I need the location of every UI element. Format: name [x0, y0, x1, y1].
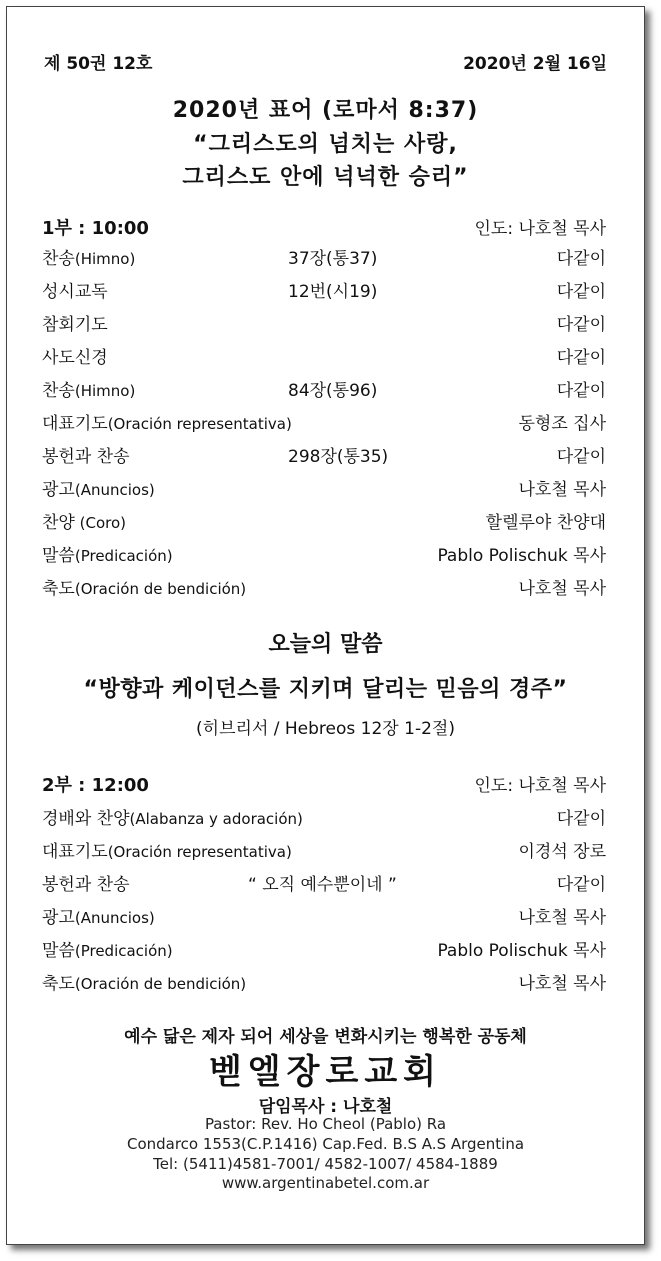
order-item-leader: 다같이 — [556, 875, 606, 895]
order-item-leader: 다같이 — [556, 249, 606, 269]
order-item-korean: 봉헌과 찬송 — [42, 875, 130, 895]
order-item-leader: 동형조 집사 — [518, 414, 606, 434]
order-item-label — [42, 936, 173, 961]
order-item-label — [42, 343, 108, 368]
order-item-korean: 찬송 — [42, 249, 75, 269]
order-item-korean: 광고 — [42, 908, 75, 928]
order-item-label — [42, 475, 155, 500]
order-item-spanish: (Oración representativa) — [107, 415, 292, 433]
service-2-time: 2부 : 12:00 — [42, 775, 149, 796]
bulletin-date: 2020년 2월 16일 — [463, 54, 607, 74]
motto-reference: 2020년 표어 (로마서 8:37) — [172, 98, 479, 123]
order-item-label — [42, 574, 246, 599]
order-item-korean: 광고 — [42, 480, 75, 500]
order-item-korean: 축도 — [42, 974, 75, 994]
sermon-title: “방향과 케이던스를 지키며 달리는 믿음의 경주” — [83, 677, 568, 702]
order-item-hymn: 84장(통96) — [288, 381, 378, 401]
order-item-korean: 사도신경 — [42, 348, 108, 368]
motto-line-2: 그리스도 안에 넉넉한 승리” — [182, 165, 469, 190]
church-slogan: 예수 닮은 제자 되어 세상을 변화시키는 행복한 공동체 — [124, 1027, 527, 1047]
order-item-spanish: (Coro) — [74, 514, 126, 532]
order-item-label — [42, 969, 246, 994]
order-item-label — [42, 804, 303, 829]
order-item-label — [42, 442, 130, 467]
order-item-korean: 대표기도 — [42, 842, 108, 862]
order-item-korean: 축도 — [42, 579, 75, 599]
service1-item — [42, 574, 606, 600]
service2-item — [42, 936, 606, 962]
order-item-leader: 다같이 — [556, 315, 606, 335]
service1-item — [42, 277, 606, 303]
service2-item — [42, 969, 606, 995]
order-item-label — [42, 376, 135, 401]
order-item-label — [42, 409, 292, 434]
order-item-spanish: (Anuncios) — [74, 909, 155, 927]
order-item-leader: 할렐루야 찬양대 — [485, 513, 606, 533]
service-2-header — [42, 771, 606, 797]
order-item-label — [42, 244, 135, 269]
order-item-leader: 다같이 — [556, 809, 606, 829]
order-item-label — [42, 508, 126, 533]
church-address: Condarco 1553(C.P.1416) Cap.Fed. B.S A.S Argentina — [126, 1135, 525, 1153]
order-item-hymn: 12번(시19) — [288, 282, 378, 302]
order-item-leader: Pablo Polischuk 목사 — [437, 941, 606, 961]
service-1-header — [42, 214, 606, 240]
order-item-spanish: (Oración de bendición) — [74, 580, 247, 598]
order-item-label — [42, 903, 155, 928]
order-item-label — [42, 870, 130, 895]
service-1-time: 1부 : 10:00 — [42, 218, 149, 239]
order-item-korean: 찬양 — [42, 513, 75, 533]
service1-item — [42, 508, 606, 534]
order-item-korean: 대표기도 — [42, 414, 108, 434]
order-item-leader: 다같이 — [556, 381, 606, 401]
service1-item — [42, 244, 606, 270]
service2-item — [42, 903, 606, 929]
service2-item — [42, 870, 606, 896]
order-item-hymn: 37장(통37) — [288, 249, 378, 269]
service1-item — [42, 442, 606, 468]
sermon-heading: 오늘의 말씀 — [268, 632, 383, 657]
church-website[interactable]: www.argentinabetel.com.ar — [221, 1174, 430, 1192]
pastor-english: Pastor: Rev. Ho Cheol (Pablo) Ra — [204, 1115, 447, 1133]
volume-number: 제 50권 12호 — [44, 54, 153, 74]
order-item-korean: 말씀 — [42, 941, 75, 961]
order-item-spanish: (Alabanza y adoración) — [129, 810, 303, 828]
service-1-leader: 인도: 나호철 목사 — [474, 219, 606, 239]
service1-item — [42, 475, 606, 501]
order-item-korean: 말씀 — [42, 546, 75, 566]
service2-item — [42, 804, 606, 830]
order-item-leader: 다같이 — [556, 447, 606, 467]
church-name: 벧엘장로교회 — [208, 1052, 443, 1092]
order-item-spanish: (Predicación) — [74, 547, 173, 565]
church-phone: Tel: (5411)4581-7001/ 4582-1007/ 4584-1889 — [153, 1155, 498, 1173]
service1-item — [42, 310, 606, 336]
order-item-spanish: (Anuncios) — [74, 481, 155, 499]
order-item-leader: 이경석 장로 — [518, 842, 606, 862]
order-item-korean: 찬송 — [42, 381, 75, 401]
order-item-leader: Pablo Polischuk 목사 — [437, 546, 606, 566]
service1-item — [42, 376, 606, 402]
order-item-korean: 봉헌과 찬송 — [42, 447, 130, 467]
sermon-reference: (히브리서 / Hebreos 12장 1-2절) — [196, 719, 455, 739]
motto-line-1: “그리스도의 넘치는 사랑, — [193, 132, 458, 157]
service2-item — [42, 837, 606, 863]
order-item-spanish: (Oración de bendición) — [74, 975, 247, 993]
order-item-spanish: (Himno) — [74, 250, 136, 268]
order-item-korean: 성시교독 — [42, 282, 108, 302]
order-item-label — [42, 541, 173, 566]
order-item-hymn: “ 오직 예수뿐이네 ” — [248, 875, 397, 895]
order-item-leader: 나호철 목사 — [518, 974, 606, 994]
order-item-leader: 다같이 — [556, 282, 606, 302]
order-item-korean: 경배와 찬양 — [42, 809, 130, 829]
service1-item — [42, 541, 606, 567]
order-item-label — [42, 277, 108, 302]
service1-item — [42, 409, 606, 435]
order-item-label — [42, 310, 108, 335]
order-item-korean: 참회기도 — [42, 315, 108, 335]
order-item-label — [42, 837, 292, 862]
bulletin-page — [6, 6, 645, 1245]
order-item-spanish: (Himno) — [74, 382, 136, 400]
service1-item — [42, 343, 606, 369]
service-2-leader: 인도: 나호철 목사 — [474, 776, 606, 796]
order-item-spanish: (Predicación) — [74, 942, 173, 960]
order-item-leader: 다같이 — [556, 348, 606, 368]
senior-pastor: 담임목사 : 나호철 — [258, 1097, 393, 1117]
order-item-spanish: (Oración representativa) — [107, 843, 292, 861]
order-item-hymn: 298장(통35) — [288, 447, 389, 467]
order-item-leader: 나호철 목사 — [518, 908, 606, 928]
order-item-leader: 나호철 목사 — [518, 579, 606, 599]
order-item-leader: 나호철 목사 — [518, 480, 606, 500]
